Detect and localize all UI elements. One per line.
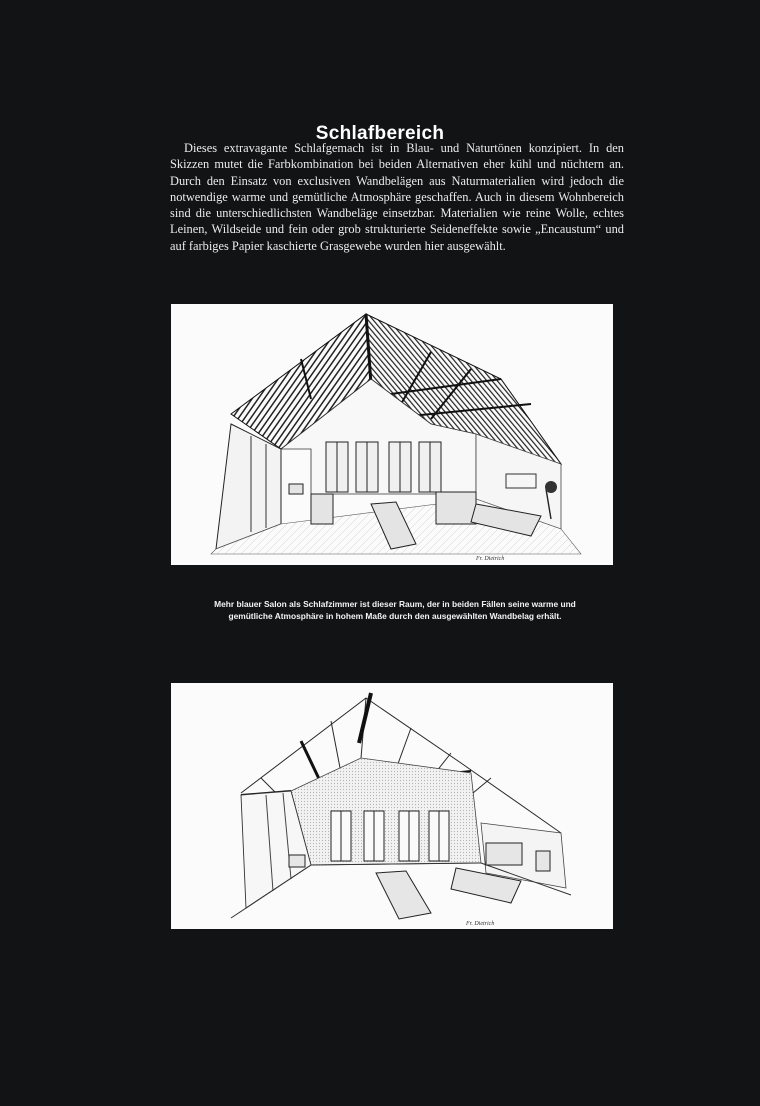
sketch-signature-2: Fr. Dietrich <box>466 921 495 927</box>
intro-paragraph <box>170 140 624 254</box>
sketch-signature-1: Fr. Dietrich <box>476 556 505 562</box>
sketch-caption: Mehr blauer Salon als Schlafzimmer ist dieser Raum, der in beiden Fällen seine warme und gemütliche Atmosphäre in hohem Maße durch den ausgewählten Wandbelag erhält. <box>214 599 576 621</box>
bedroom-sketch-variant-1 <box>171 304 613 565</box>
bedroom-sketch-variant-2 <box>171 683 613 929</box>
sketch-drawing-1 <box>171 304 613 565</box>
intro-text: Dieses extravagante Schlafgemach ist in Blau- und Naturtönen konzipiert. In den Skizzen mutet die Farbkombination bei beiden Alternativen eher kühl und nüchtern an. Durch den Einsatz von exclusiven Wandbelägen aus Naturmaterialien wird jedoch die notwendige warme und gemütliche Atmosphäre geschaffen. Auch in diesem Wohnbereich sind die unterschiedlichsten Wandbeläge einsetzbar. Materialien wie reine Wolle, echtes Leinen, Wildseide und fein oder grob strukturierte Seideneffekte sowie „Encaustum“ und auf farbiges Papier kaschierte Grasgewebe wurden hier ausgewählt. <box>170 141 624 253</box>
sketch-drawing-2 <box>171 683 613 929</box>
page-title: Schlafbereich <box>315 122 445 144</box>
